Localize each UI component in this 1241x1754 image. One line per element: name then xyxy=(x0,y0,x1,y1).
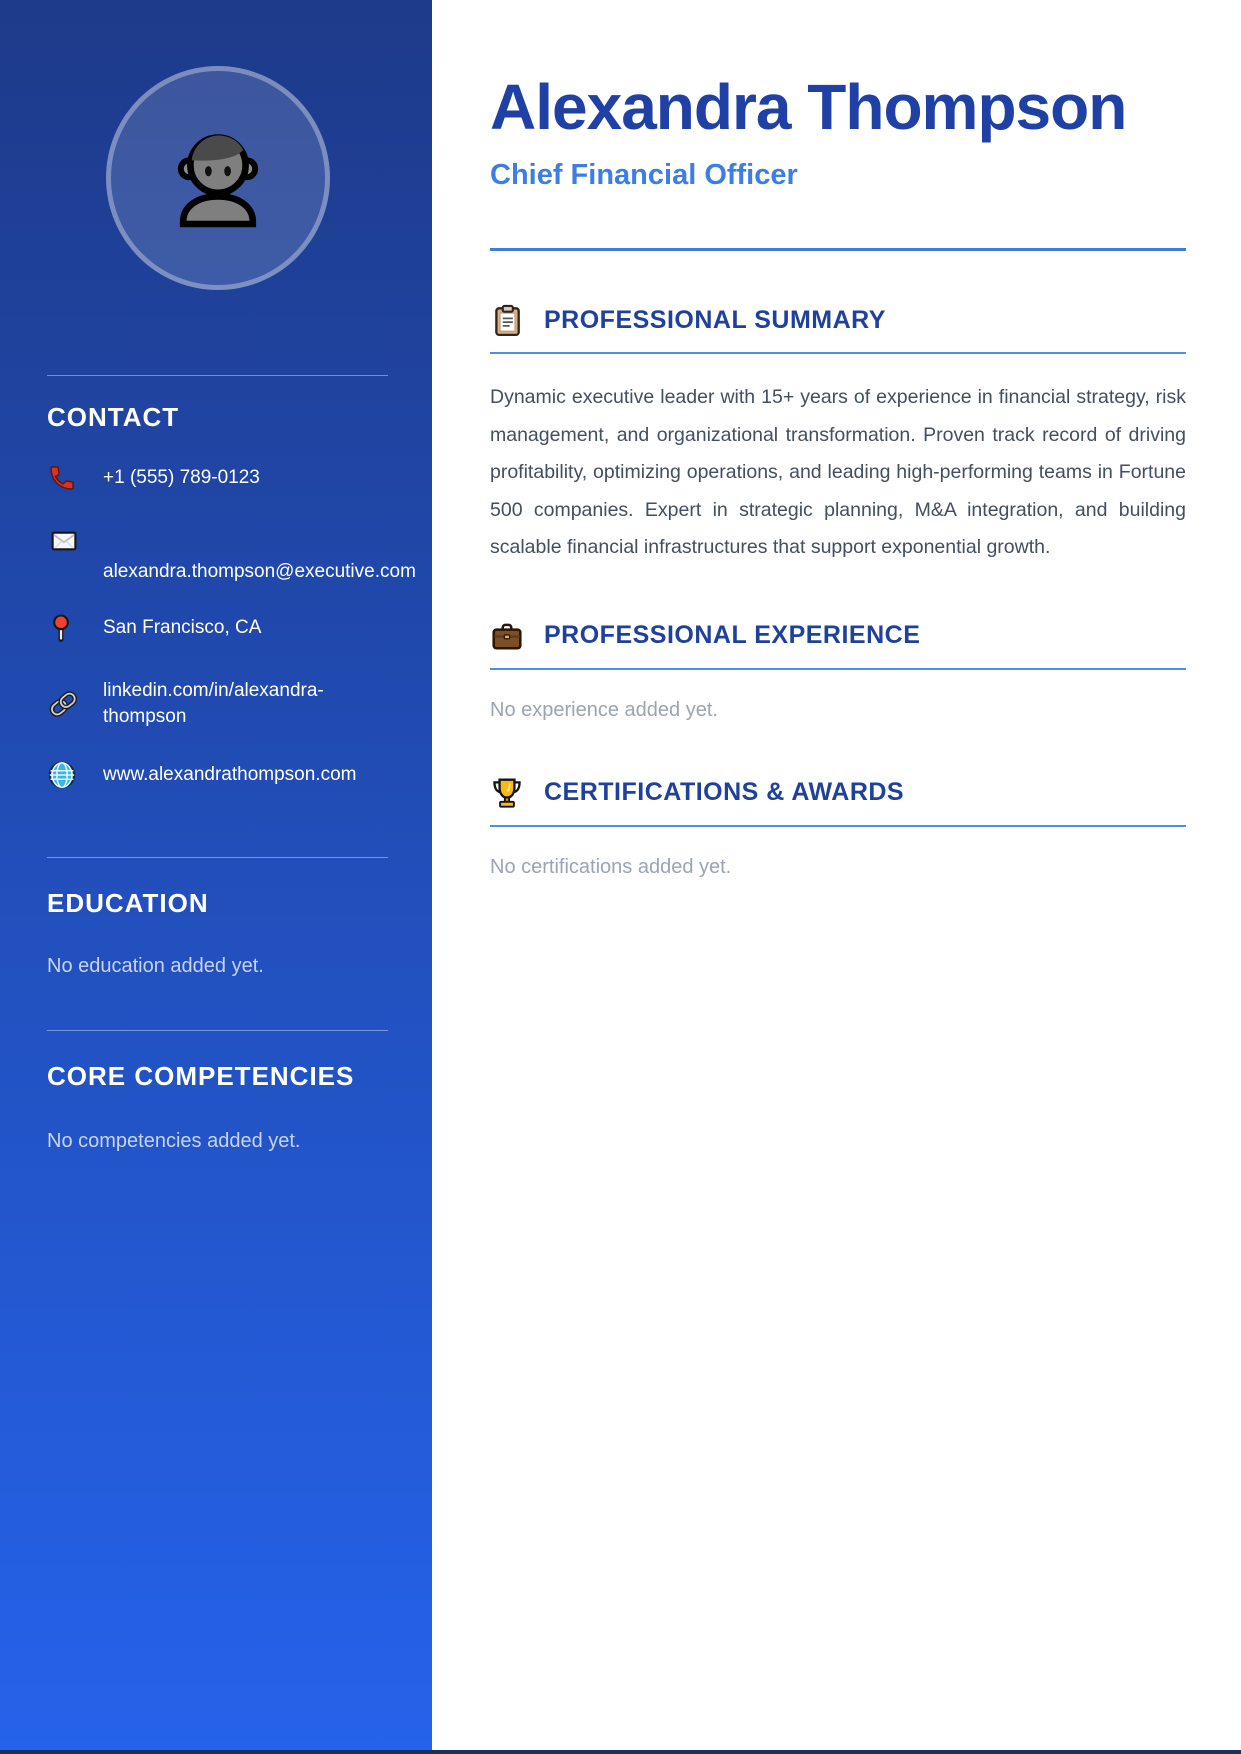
section-heading-row xyxy=(490,776,1186,810)
contact-website-value[interactable]: www.alexandrathompson.com xyxy=(103,764,357,785)
contact-email xyxy=(47,527,416,585)
section-professional-experience xyxy=(490,619,1186,724)
title-divider xyxy=(490,248,1186,251)
briefcase-icon xyxy=(490,619,524,653)
competencies-empty-text: No competencies added yet. xyxy=(47,1130,301,1152)
certifications-empty-text: No certifications added yet. xyxy=(490,855,732,878)
sidebar-divider xyxy=(47,857,388,858)
sidebar-divider xyxy=(47,375,388,376)
job-title: Chief Financial Officer xyxy=(490,159,798,192)
trophy-icon xyxy=(490,776,524,810)
main-content xyxy=(432,72,1241,881)
clipboard-icon xyxy=(490,303,524,337)
section-divider xyxy=(490,825,1186,827)
contact-email-value[interactable]: alexandra.thompson@executive.com xyxy=(103,561,416,582)
education-empty-text: No education added yet. xyxy=(47,955,264,977)
section-heading-row xyxy=(490,303,1186,337)
section-heading: PROFESSIONAL SUMMARY xyxy=(544,305,886,334)
section-heading-row xyxy=(490,619,1186,653)
link-icon xyxy=(47,688,103,720)
section-heading: PROFESSIONAL EXPERIENCE xyxy=(544,621,921,650)
sidebar xyxy=(0,0,432,1754)
globe-icon xyxy=(47,760,103,790)
page-title: Alexandra Thompson xyxy=(490,71,1127,143)
section-divider xyxy=(490,352,1186,354)
avatar xyxy=(106,66,330,290)
section-professional-summary xyxy=(490,303,1186,567)
contact-location xyxy=(47,611,388,645)
pushpin-icon xyxy=(47,611,103,645)
envelope-icon xyxy=(47,527,388,555)
contact-website xyxy=(47,760,388,790)
page-bottom-edge xyxy=(0,1750,1241,1754)
contact-heading: CONTACT xyxy=(47,402,180,432)
contact-linkedin xyxy=(47,678,388,730)
contact-phone-value: +1 (555) 789-0123 xyxy=(103,467,260,488)
section-heading: CERTIFICATIONS & AWARDS xyxy=(544,778,905,807)
summary-body: Dynamic executive leader with 15+ years of experience in financial strategy, risk management, and organizational transformation. Proven track record of driving profitability, optimizing operations, and leading high-performing teams in Fortune 500 companies. Expert in strategic planning, M&A integration, and building scalable financial infrastructures that support exponential growth. xyxy=(490,386,1186,559)
contact-list xyxy=(47,463,416,790)
contact-location-value: San Francisco, CA xyxy=(103,617,262,638)
section-certifications-awards xyxy=(490,776,1186,881)
competencies-heading: CORE COMPETENCIES xyxy=(47,1061,355,1091)
contact-phone xyxy=(47,463,388,493)
phone-icon xyxy=(47,463,103,493)
person-bust-icon xyxy=(158,116,278,241)
education-heading: EDUCATION xyxy=(47,888,209,918)
contact-linkedin-value[interactable]: linkedin.com/in/alexandra-thompson xyxy=(103,680,324,727)
section-divider xyxy=(490,668,1186,670)
experience-empty-text: No experience added yet. xyxy=(490,698,718,721)
sidebar-divider xyxy=(47,1030,388,1031)
